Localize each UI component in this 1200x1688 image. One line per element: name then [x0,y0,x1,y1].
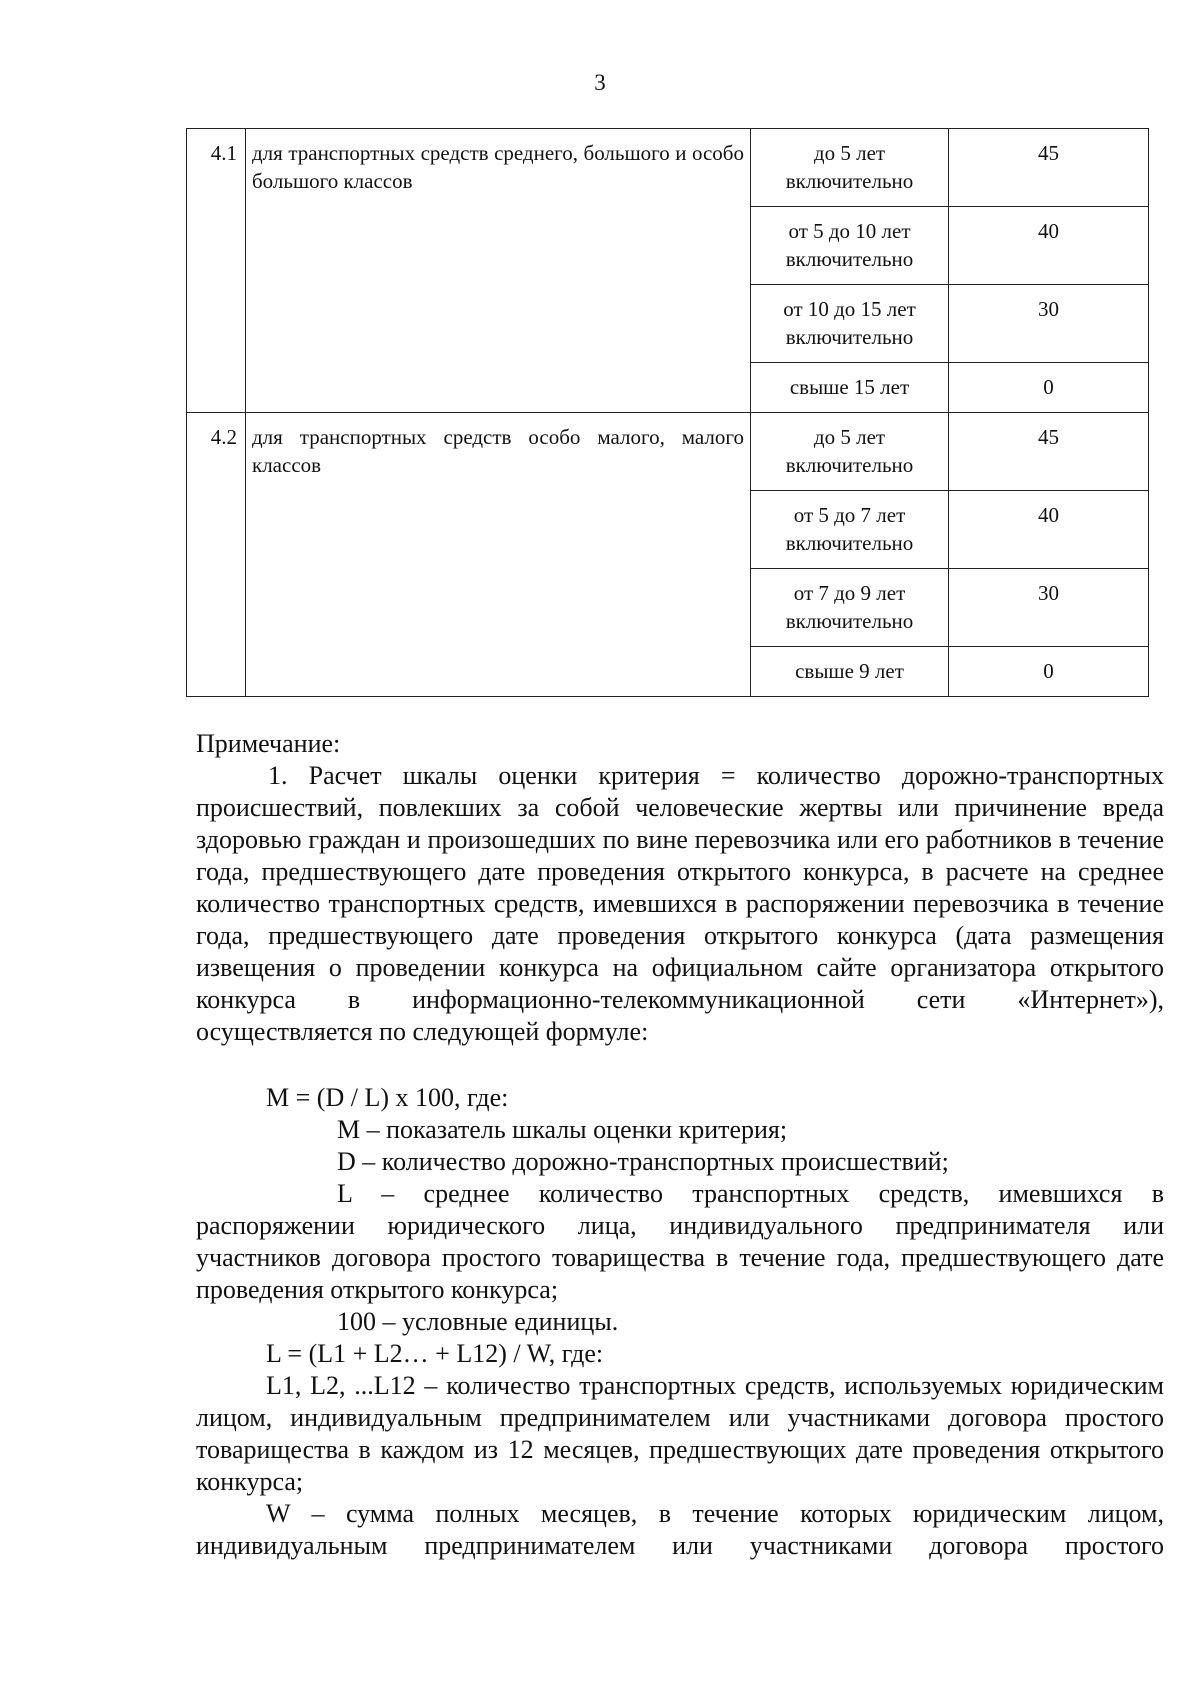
age-cell: до 5 лет включительно [751,129,949,207]
page-number: 3 [594,70,606,95]
age-cell: от 7 до 9 лет включительно [751,569,949,647]
formula-m: M = (D / L) x 100, где: [266,1083,509,1112]
score-cell: 40 [949,491,1149,569]
definition-100: 100 – условные единицы. [337,1307,619,1336]
row-number: 4.2 [187,413,246,697]
age-cell: от 5 до 7 лет включительно [751,491,949,569]
row-description: для транспортных средств среднего, большого и особо большого классов [246,129,751,413]
item-number: 1. [268,761,288,790]
definition-l1-l12: L1, L2, ...L12 – количество транспортных средств, используемых юридическим лицом, индивидуальным предпринимателем или участниками договора простого товарищества в каждом из 12 месяцев, предшествующих дате проведения открытого конкурса; [196,1371,1164,1496]
note-paragraph [196,760,1164,1048]
row-description: для транспортных средств особо малого, малого классов [246,413,751,697]
table-row [187,129,1149,207]
note-heading: Примечание: [196,729,341,758]
definition-w: W – сумма полных месяцев, в течение которых юридическим лицом, индивидуальным предпринимателем или участниками договора простого [196,1499,1164,1560]
table-row [187,413,1149,491]
definition-l: L – среднее количество транспортных средств, имевшихся в распоряжении юридического лица, индивидуального предпринимателя или участников договора простого товарищества в течение года, предшествующего дате проведения открытого конкурса; [196,1179,1164,1304]
age-cell: до 5 лет включительно [751,413,949,491]
age-cell: от 5 до 10 лет включительно [751,207,949,285]
score-cell: 0 [949,363,1149,413]
age-cell: от 10 до 15 лет включительно [751,285,949,363]
score-cell: 45 [949,129,1149,207]
item-text: Расчет шкалы оценки критерия = количество дорожно-транспортных происшествий, повлекших за собой человеческие жертвы или причинение вреда здоровью граждан и произошедших по вине перевозчика или его работников в течение года, предшествующего дате проведения открытого конкурса, в расчете на среднее количество транспортных средств, имевшихся в распоряжении перевозчика в течение года, предшествующего дате проведения открытого конкурса (дата размещения извещения о проведении конкурса на официальном сайте организатора открытого конкурса в информационно-телекоммуникационной сети «Интернет»), осуществляется по следующей формуле: [196,761,1165,1046]
row-number: 4.1 [187,129,246,413]
age-cell: свыше 15 лет [751,363,949,413]
score-cell: 30 [949,569,1149,647]
definition-m: M – показатель шкалы оценки критерия; [337,1115,788,1144]
score-cell: 0 [949,647,1149,697]
score-cell: 30 [949,285,1149,363]
criteria-table [186,128,1149,697]
score-cell: 45 [949,413,1149,491]
definition-d: D – количество дорожно-транспортных происшествий; [337,1147,949,1176]
formula-l: L = (L1 + L2… + L12) / W, где: [266,1339,604,1368]
score-cell: 40 [949,207,1149,285]
age-cell: свыше 9 лет [751,647,949,697]
